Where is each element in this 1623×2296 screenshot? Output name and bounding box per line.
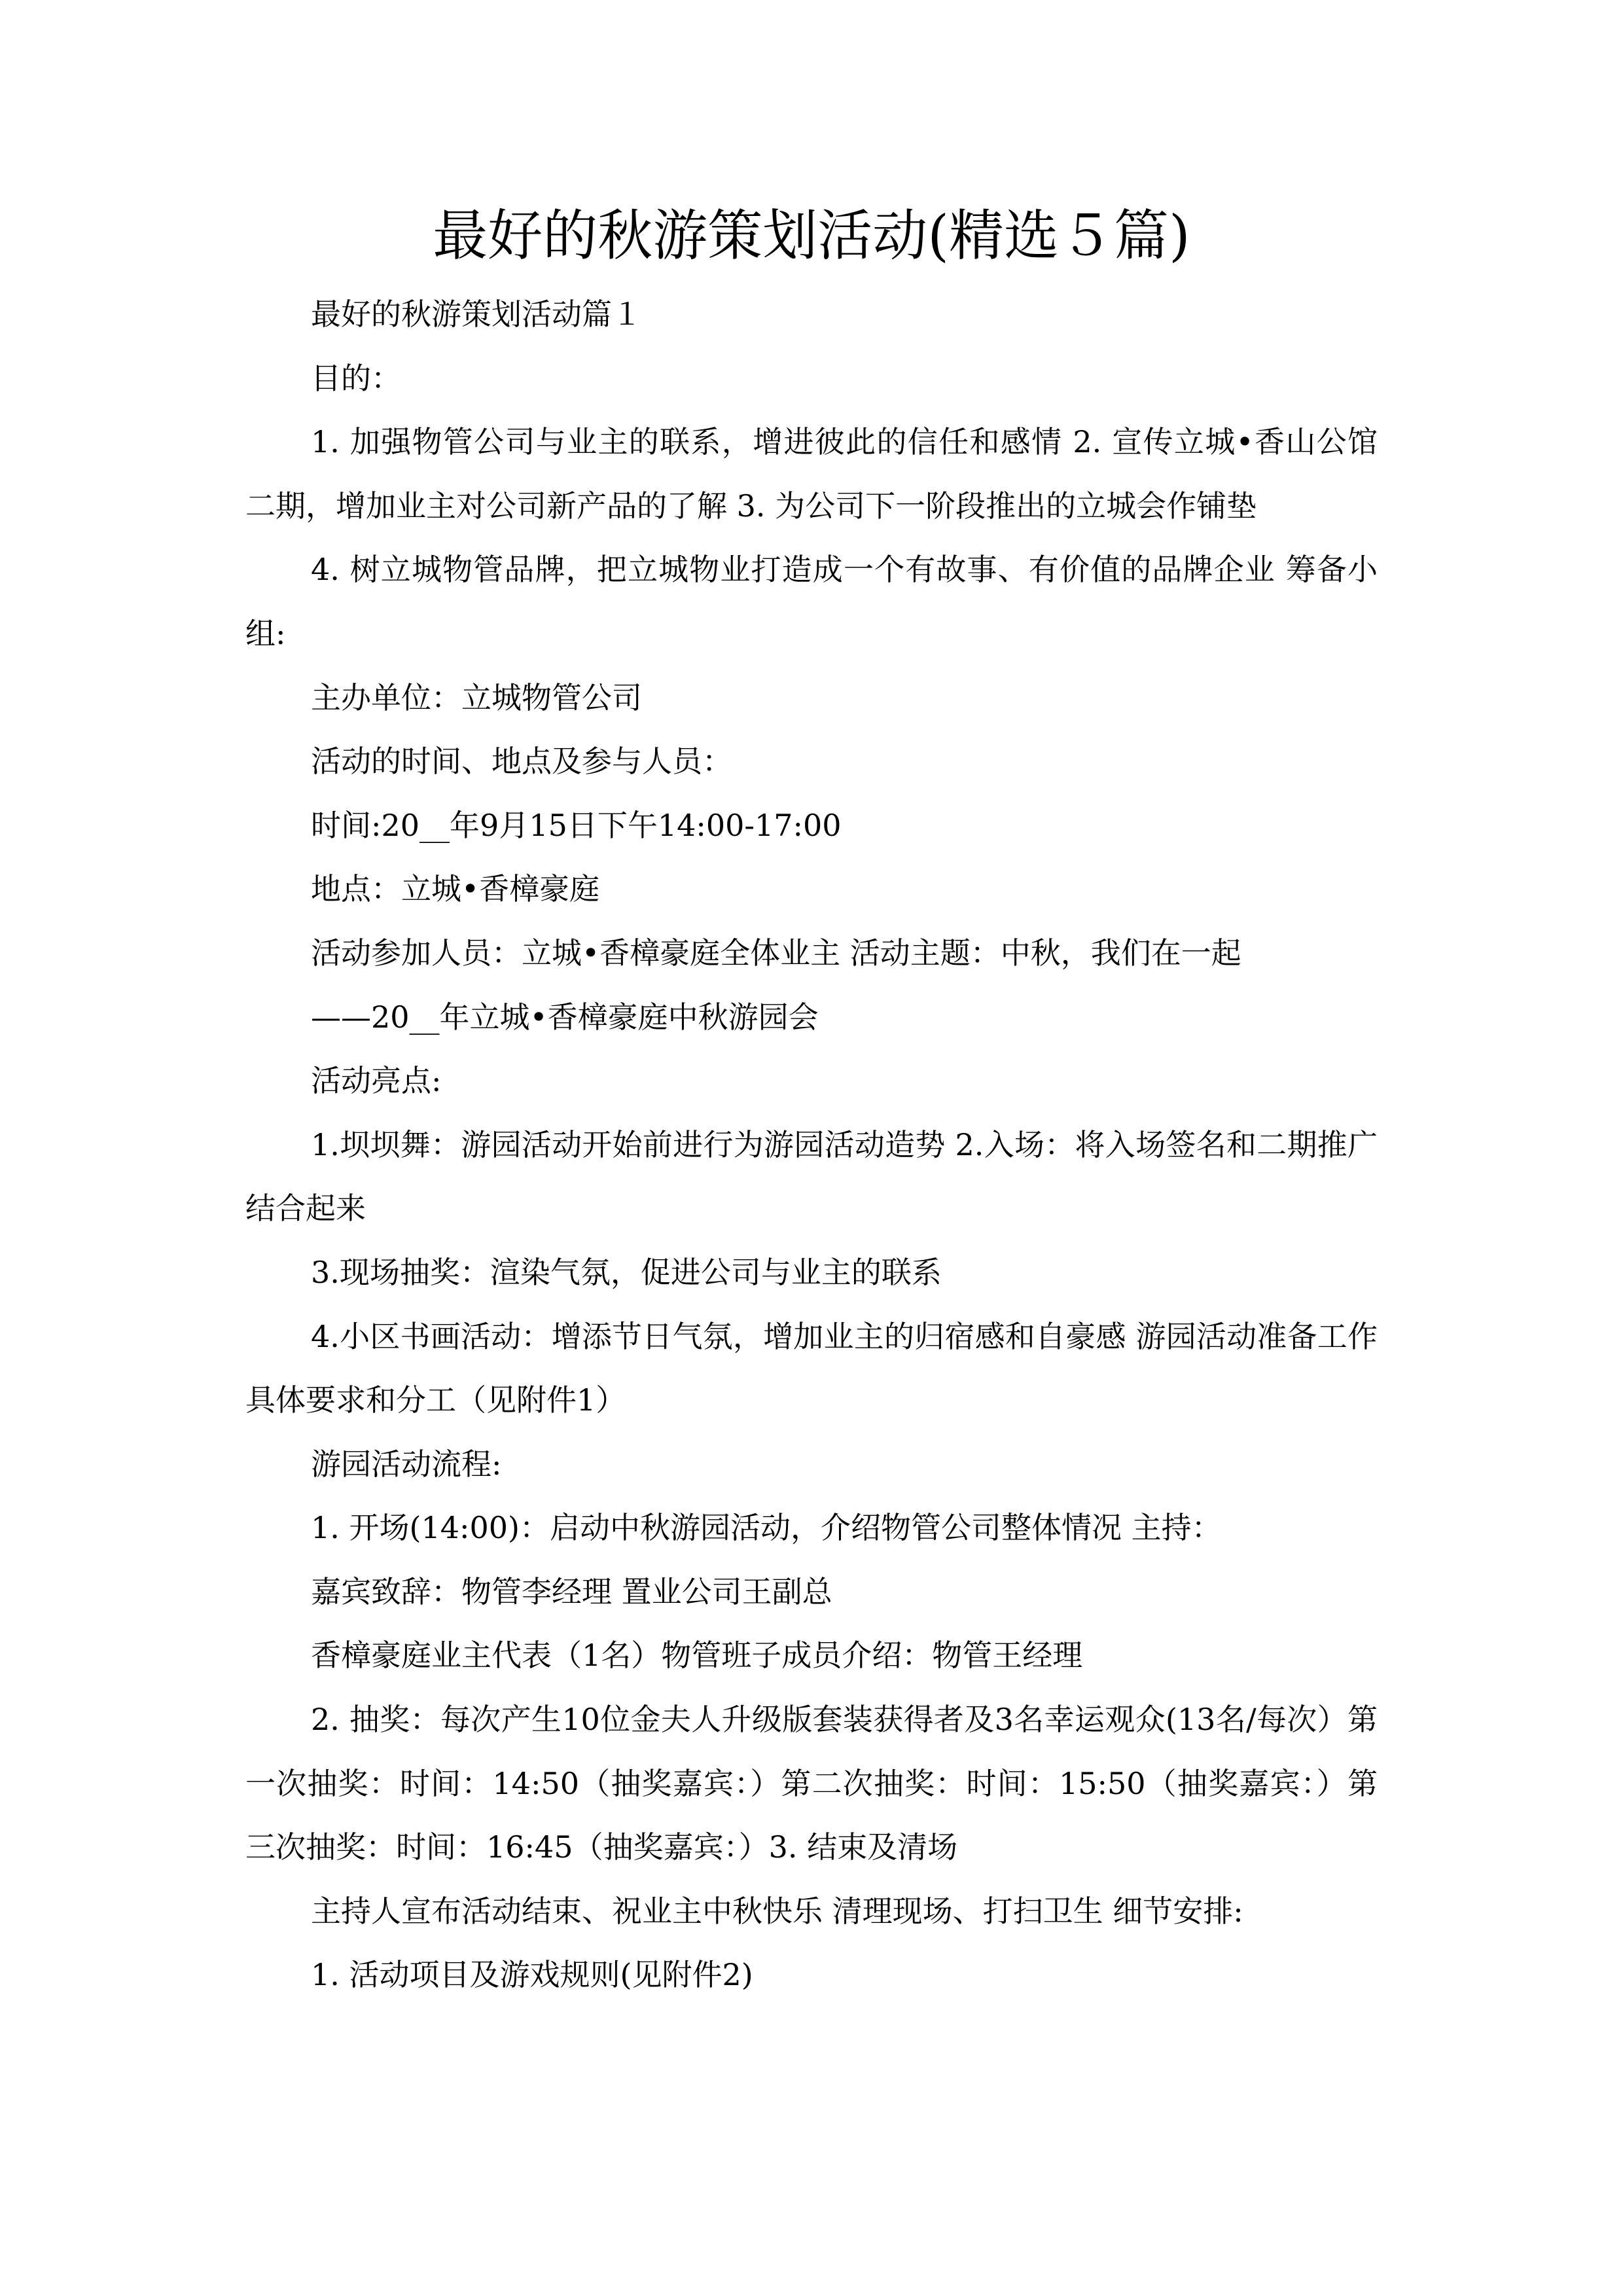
paragraph: 1. 活动项目及游戏规则(见附件2) [311, 1957, 753, 1993]
paragraph: 主持人宣布活动结束、祝业主中秋快乐 清理现场、打扫卫生 细节安排: [311, 1893, 1243, 1929]
document-title: 最好的秋游策划活动(精选５篇) [433, 204, 1190, 268]
paragraph: 时间:20__年9月15日下午14:00-17:00 [311, 807, 842, 843]
paragraph: 嘉宾致辞：物管李经理 置业公司王副总 [311, 1573, 832, 1609]
paragraph: 游园活动流程: [311, 1446, 502, 1482]
paragraph: 地点：立城•香樟豪庭 [311, 871, 600, 907]
paragraph: 2. 抽奖：每次产生10位金夫人升级版套装获得者及3名幸运观众(13名/每次）第一次抽奖：时间：14:50（抽奖嘉宾：）第二次抽奖：时间：15:50（抽奖嘉宾：）第三次抽奖：时间：16:45（抽奖嘉宾：）3. 结束及清场 [245, 1702, 1378, 1865]
paragraph: 活动亮点: [311, 1063, 442, 1099]
paragraph: 活动的时间、地点及参与人员： [311, 744, 732, 780]
paragraph: 1. 开场(14:00)：启动中秋游园活动，介绍物管公司整体情况 主持： [311, 1510, 1222, 1546]
paragraph: 目的： [311, 360, 401, 396]
paragraph: 活动参加人员：立城•香樟豪庭全体业主 活动主题：中秋，我们在一起 [311, 935, 1241, 971]
paragraph: 香樟豪庭业主代表（1名）物管班子成员介绍：物管王经理 [311, 1638, 1083, 1674]
paragraph: ——20__年立城•香樟豪庭中秋游园会 [311, 999, 819, 1035]
paragraph: 4.小区书画活动：增添节日气氛，增加业主的归宿感和自豪感 游园活动准备工作具体要求和分工（见附件1） [245, 1318, 1378, 1418]
paragraph: 4. 树立城物管品牌，把立城物业打造成一个有故事、有价值的品牌企业 筹备小组: [245, 552, 1378, 651]
paragraph: 1. 加强物管公司与业主的联系，增进彼此的信任和感情 2. 宣传立城•香山公馆二期，增加业主对公司新产品的了解 3. 为公司下一阶段推出的立城会作铺垫 [245, 424, 1378, 524]
section-heading: 最好的秋游策划活动篇１ [311, 296, 642, 332]
paragraph: 1.坝坝舞：游园活动开始前进行为游园活动造势 2.入场：将入场签名和二期推广结合起来 [245, 1126, 1378, 1227]
paragraph: 3.现场抽奖：渲染气氛，促进公司与业主的联系 [311, 1254, 942, 1290]
paragraph: 主办单位：立城物管公司 [311, 679, 642, 715]
document-body [245, 283, 1378, 2007]
